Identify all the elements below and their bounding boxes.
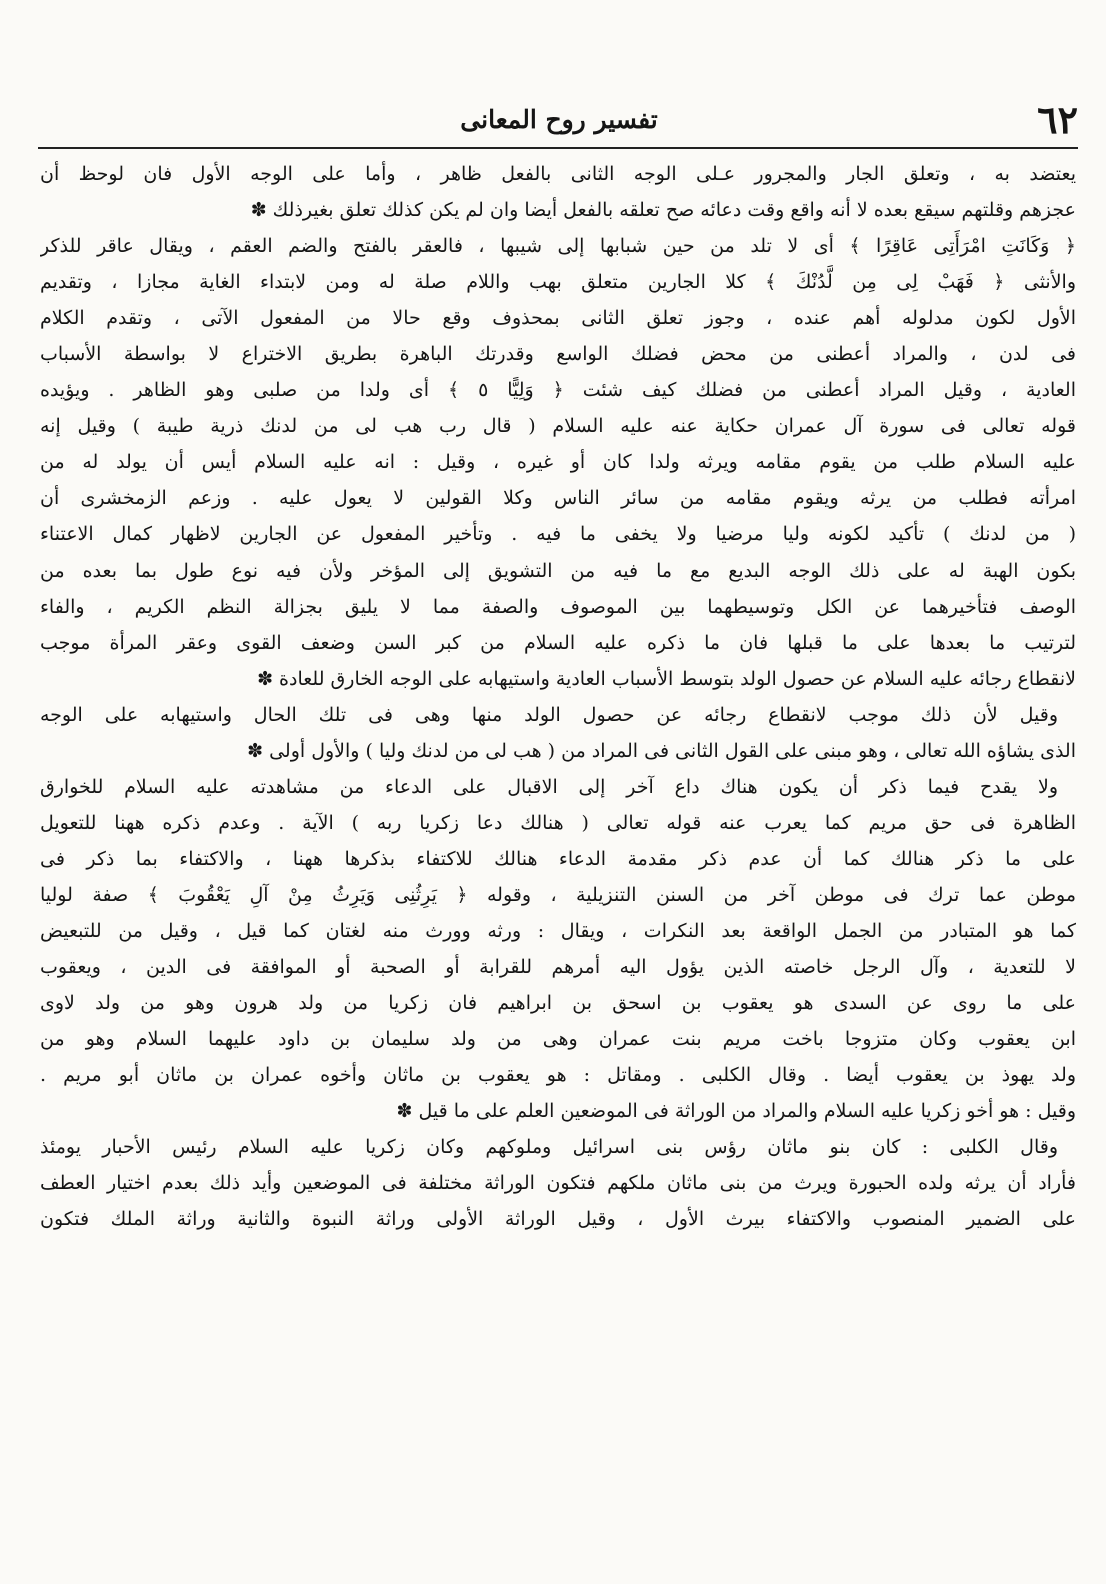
text-line: ولا يقدح فيما ذكر أن يكون هناك داع آخر إلى الاقبال على الدعاء من مشاهدته عليه السلام للخوارق — [40, 775, 1058, 798]
text-line: على ما روى عن السدى هو يعقوب بن اسحق بن ابراهيم فان زكريا من ولد هرون وهو من ولد لاوى — [40, 992, 1076, 1015]
text-line: ( من لدنك ) تأكيد لكونه وليا مرضيا ولا يخفى ما فيه . وتأخير المفعول عن الجارين لاظهار كمال الاعتناء — [40, 523, 1076, 546]
text-line: العادية ، وقيل المراد أعطنى من فضلك كيف شئت ﴿ وَلِيًّا ٥ ﴾ أى ولدا من صلبى وهو الظاهر . ويؤيده — [40, 379, 1076, 402]
text-line: والأنثى ﴿ فَهَبْ لِى مِن لَّدُنْكَ ﴾ كلا الجارين متعلق بهب واللام صلة له ومن لابتداء الغاية مجازا ، وتقديم — [40, 271, 1076, 294]
header-divider — [38, 147, 1078, 149]
text-line: قوله تعالى فى سورة آل عمران حكاية عنه عليه السلام ( قال رب هب لى من لدنك ذرية طيبة ) وقيل إنه — [40, 415, 1076, 438]
text-line: عليه السلام طلب من يقوم مقامه ويرثه ولدا كان أو غيره ، وقيل : انه عليه السلام أيس أن يولد له من — [40, 451, 1076, 474]
text-line: الأول لكون مدلوله أهم عنده ، وجوز تعلق الثانى بمحذوف وقع حالا من المفعول الآتى ، وتقدم الكلام — [40, 307, 1076, 330]
text-line: امرأته فطلب من يرثه ويقوم مقامه من سائر الناس وكلا القولين لا يعول عليه . وزعم الزمخشرى أن — [40, 487, 1076, 510]
text-line: الذى يشاؤه الله تعالى ، وهو مبنى على القول الثانى فى المراد من ( هب لى من لدنك وليا ) والأول أولى ✽ — [247, 739, 1076, 762]
text-line: بكون الهبة له على ذلك الوجه البديع مع ما فيه من التشويق إلى المؤخر ولأن فيه نوع طول بما بعده من — [40, 559, 1076, 582]
text-line: على الضمير المنصوب والاكتفاء بيرث الأول ، وقيل الوراثة الأولى وراثة النبوة والثانية وراثة الملك فتكون — [40, 1208, 1076, 1231]
text-line: وقيل : هو أخو زكريا عليه السلام والمراد من الوراثة فى الموضعين العلم على ما قيل ✽ — [396, 1100, 1076, 1123]
text-line: عجزهم وقلتهم سيقع بعده لا أنه واقع وقت دعائه صح تعلقه بالفعل أيضا وان لم يكن كذلك تعلق بغيرذلك ✽ — [250, 199, 1076, 222]
text-line: كما هو المتبادر من الجمل الواقعة بعد النكرات ، ويقال : ورثه وورث منه لغتان كما قيل ، وقيل من للتبعيض — [40, 919, 1076, 942]
text-line: وقيل لأن ذلك موجب لانقطاع رجائه عن حصول الولد منها وهى فى تلك الحال واستيهابه على الوجه — [40, 703, 1058, 726]
text-line: لترتيب ما بعدها على ما قبلها فان ما ذكره عليه السلام من كبر السن وضعف القوى وعقر المرأة موجب — [40, 631, 1076, 654]
text-line: على ما ذكر هنالك كما أن عدم ذكر مقدمة الدعاء هنالك للاكتفاء بذكرها ههنا ، والاكتفاء بما ذكر فى — [40, 847, 1076, 870]
body-text — [40, 156, 1076, 1237]
text-line: ابن يعقوب وكان متزوجا باخت مريم بنت عمران وهى من ولد سليمان بن داود عليهما السلام وهو من — [40, 1028, 1076, 1051]
text-line: ﴿ وَكَانَتِ امْرَأَتِى عَاقِرًا ﴾ أى لا تلد من حين شبابها إلى شيبها ، فالعقر بالفتح والضم العقم ، ويقال عاقر للذكر — [40, 235, 1076, 258]
text-line: فأراد أن يرثه ولده الحبورة ويرث من بنى ماثان ملكهم فتكون الوراثة مختلفة فى الموضعين وأيد ذلك بعدم اختيار العطف — [40, 1172, 1076, 1195]
text-line: الظاهرة فى حق مريم كما يعرب عنه قوله تعالى ( هنالك دعا زكريا ربه ) الآية . وعدم ذكره ههنا للتعويل — [40, 811, 1076, 834]
running-title: تفسير روح المعانى — [460, 105, 658, 134]
text-line: لانقطاع رجائه عليه السلام عن حصول الولد بتوسط الأسباب العادية واستيهابه على الوجه الخارق للعادة ✽ — [257, 667, 1076, 690]
page-header — [40, 96, 1078, 146]
text-line: لا للتعدية ، وآل الرجل خاصته الذين يؤول اليه أمرهم للقرابة أو الصحبة أو الموافقة فى الدين ، ويعقوب — [40, 956, 1076, 979]
text-line: الوصف فتأخيرهما عن الكل وتوسيطهما بين الموصوف والصفة مما لا يليق بجزالة النظم الكريم ، والفاء — [40, 595, 1076, 618]
text-line: ولد يهوذ بن يعقوب أيضا . وقال الكلبى . ومقاتل : هو يعقوب بن ماثان وأخوه عمران بن ماثان أبو مريم . — [40, 1064, 1076, 1087]
text-line: وقال الكلبى : كان بنو ماثان رؤس بنى اسرائيل وملوكهم وكان زكريا عليه السلام رئيس الأحبار يومئذ — [40, 1136, 1058, 1159]
text-line: موطن عما ترك فى موطن آخر من السنن التنزيلية ، وقوله ﴿ يَرِثُنِى وَيَرِثُ مِنْ آلِ يَعْقُوبَ ﴾ صفة لوليا — [40, 883, 1076, 906]
text-line: يعتضد به ، وتعلق الجار والمجرور عـلى الوجه الثانى بالفعل ظاهر ، وأما على الوجه الأول فان لوحظ أن — [40, 163, 1076, 185]
page-number: ٦٢ — [1037, 97, 1078, 142]
text-line: فى لدن ، والمراد أعطنى من محض فضلك الواسع وقدرتك الباهرة بطريق الاختراع لا بواسطة الأسباب — [40, 343, 1076, 366]
